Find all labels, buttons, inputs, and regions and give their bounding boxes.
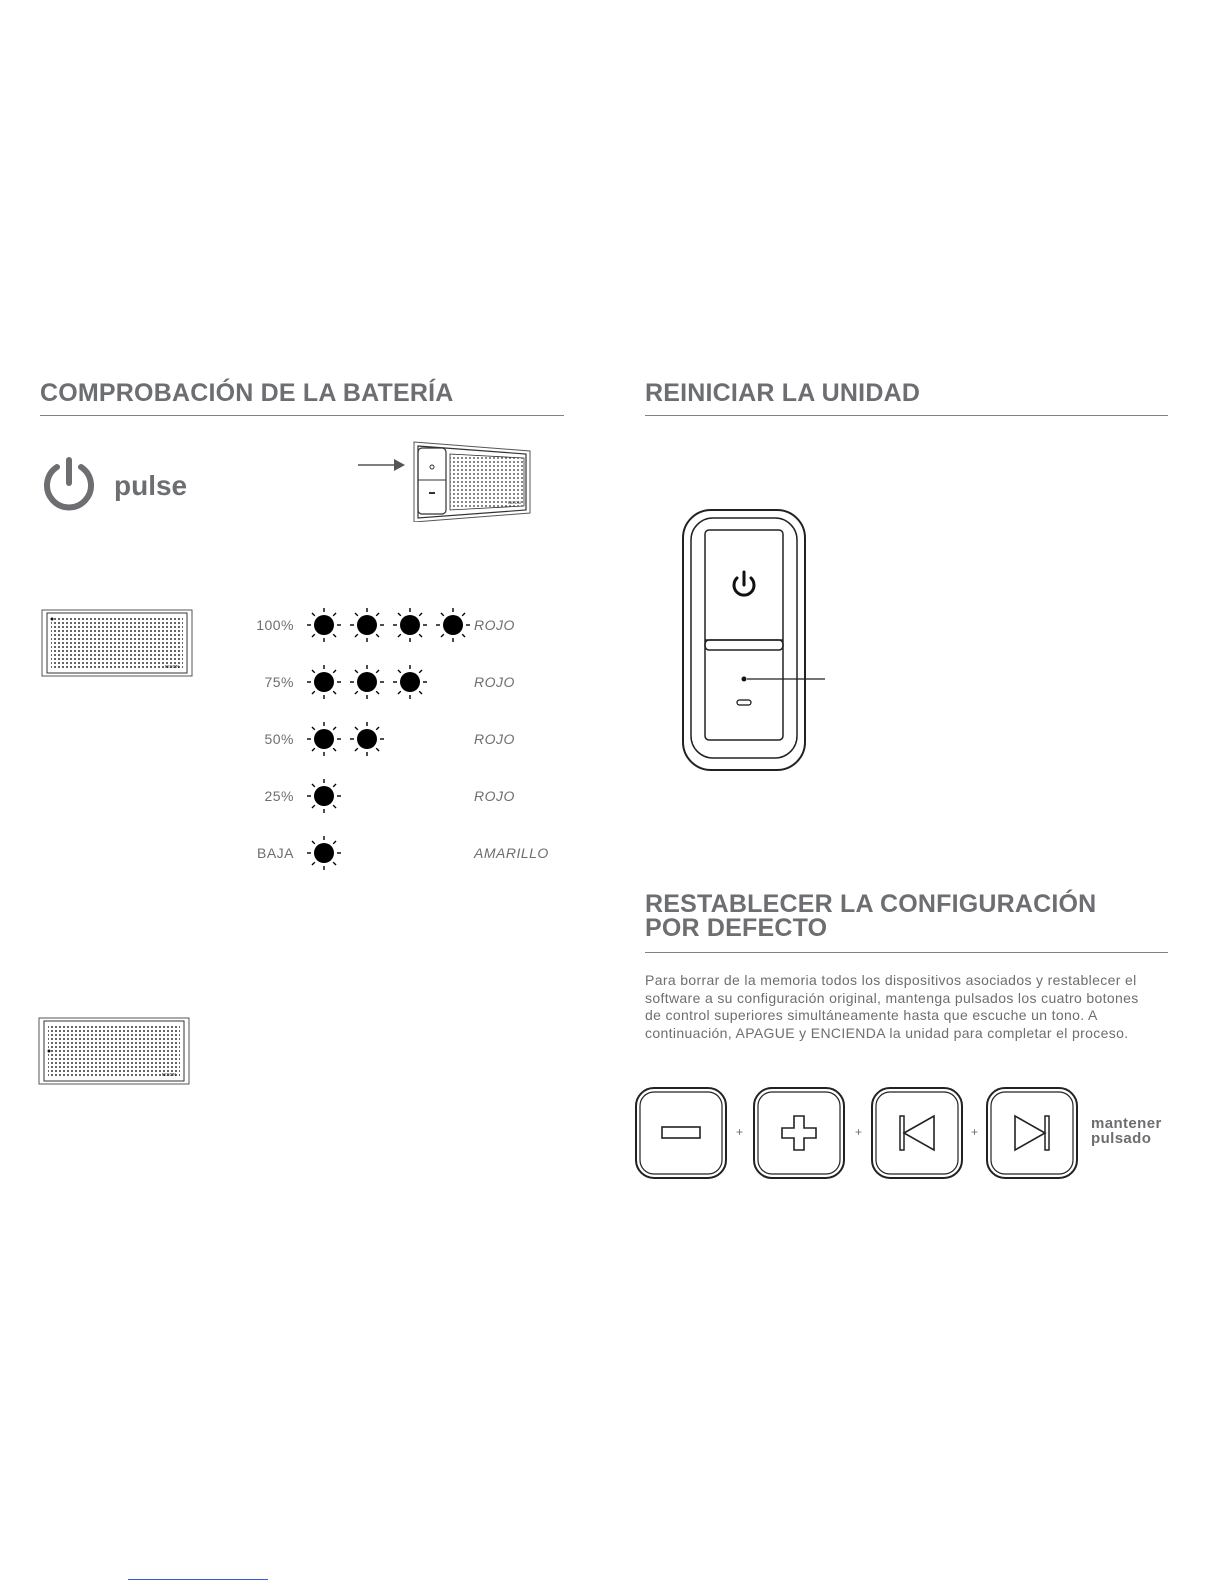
factory-reset-paragraph-line3: de control superiores simultáneamente hasta que escuche un tono. A <box>645 1007 1098 1023</box>
battery-level-75: 75% <box>264 674 294 690</box>
led-color-75: ROJO <box>474 674 515 690</box>
pulse-label: pulse <box>114 470 188 501</box>
reset-title-rule <box>645 415 1168 416</box>
battery-title-rule <box>40 415 564 416</box>
battery-level-100: 100% <box>256 617 294 633</box>
battery-level-low: BAJA <box>256 845 294 861</box>
factory-reset-title-line1: RESTABLECER LA CONFIGURACIÓN <box>645 890 1097 918</box>
led-color-low: AMARILLO <box>474 845 549 861</box>
led-light-icon <box>392 664 428 700</box>
led-color-100: ROJO <box>474 617 515 633</box>
svg-text:NIXON: NIXON <box>165 664 180 669</box>
previous-icon <box>900 1116 934 1150</box>
led-light-icon <box>349 607 385 643</box>
led-light-icon <box>435 607 471 643</box>
factory-reset-paragraph-line1: Para borrar de la memoria todos los dispositivos asociados y restablecer el <box>645 972 1137 988</box>
factory-reset-paragraph-line2: software a su configuración original, mantenga pulsados los cuatro botones <box>645 989 1139 1006</box>
button-panel-illustration <box>681 508 829 772</box>
hold-label-line1: mantener <box>1091 1115 1162 1132</box>
minus-icon <box>662 1127 700 1138</box>
plus-sign-1: + <box>736 1125 744 1139</box>
previous-button-illustration <box>870 1086 964 1180</box>
plus-sign-2: + <box>855 1125 863 1139</box>
minus-button-illustration <box>634 1086 728 1180</box>
speaker-front-illustration <box>41 609 193 677</box>
led-light-icon <box>349 664 385 700</box>
led-light-icon <box>349 721 385 757</box>
battery-check-title: COMPROBACIÓN DE LA BATERÍA <box>40 379 454 407</box>
led-color-25: ROJO <box>474 788 515 804</box>
battery-level-25: 25% <box>264 788 294 804</box>
factory-reset-title-rule <box>645 952 1168 953</box>
page-link-underline <box>128 1579 268 1580</box>
speaker-front-illustration-2 <box>38 1017 190 1085</box>
arrow-icon <box>358 458 406 472</box>
led-light-icon <box>306 607 342 643</box>
speaker-side-illustration <box>412 440 534 522</box>
led-light-icon <box>306 721 342 757</box>
power-icon <box>40 456 98 514</box>
svg-text:NIXON: NIXON <box>508 500 521 505</box>
plus-button-illustration <box>752 1086 846 1180</box>
next-button-illustration <box>985 1086 1079 1180</box>
plus-sign-3: + <box>971 1125 979 1139</box>
factory-reset-title-line2: POR DEFECTO <box>645 914 828 942</box>
svg-text:NIXON: NIXON <box>162 1072 177 1077</box>
reset-unit-title: REINICIAR LA UNIDAD <box>645 379 921 407</box>
led-light-icon <box>392 607 428 643</box>
battery-level-50: 50% <box>264 731 294 747</box>
next-icon <box>1015 1116 1049 1150</box>
led-color-50: ROJO <box>474 731 515 747</box>
hold-label-line2: pulsado <box>1091 1130 1152 1147</box>
plus-icon <box>782 1116 816 1150</box>
led-light-icon <box>306 664 342 700</box>
led-light-icon <box>306 835 342 871</box>
led-light-icon <box>306 778 342 814</box>
factory-reset-paragraph-line4: continuación, APAGUE y ENCIENDA la unidad para completar el proceso. <box>645 1024 1129 1041</box>
